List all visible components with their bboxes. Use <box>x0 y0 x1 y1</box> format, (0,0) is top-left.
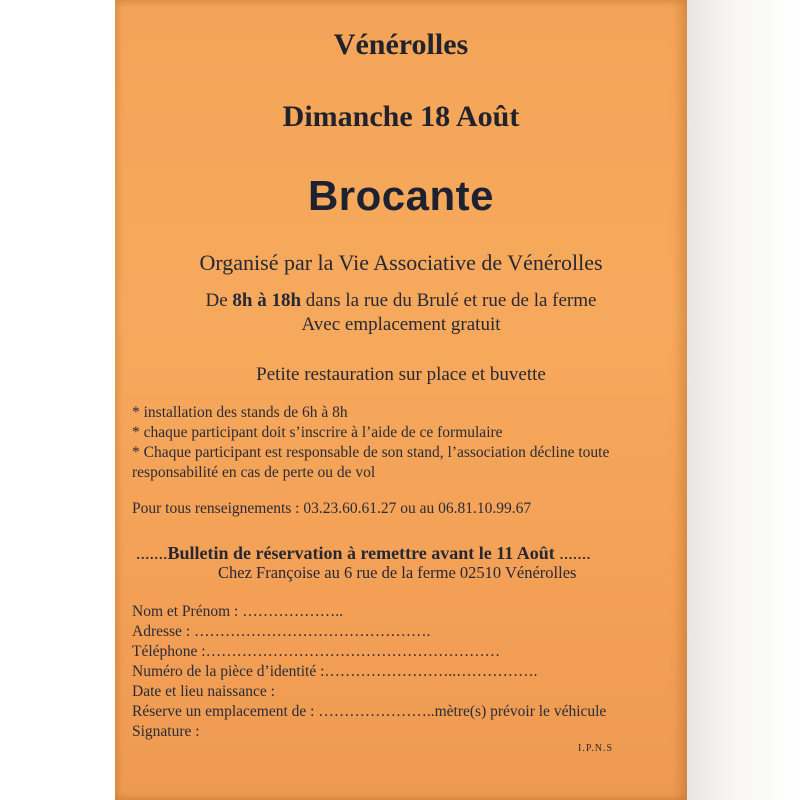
bulletin-dots-right: ....... <box>554 543 591 563</box>
field-signature: Signature : <box>132 723 200 740</box>
address-line: Chez Françoise au 6 rue de la ferme 02510 Vénérolles <box>218 563 577 582</box>
bulletin-dots-left: ....... <box>136 543 168 563</box>
hours-suffix: dans la rue du Brulé et rue de la ferme <box>301 290 597 311</box>
bulletin-title: Bulletin de réservation à remettre avant le 11 Août <box>167 543 555 563</box>
hours-line <box>115 290 687 312</box>
bulletin-line <box>136 543 591 564</box>
field-id-number: Numéro de la pièce d’identité :……………………..……………. <box>132 663 538 680</box>
note-responsibility: * Chaque participant est responsable de son stand, l’association décline toute <box>132 444 610 461</box>
field-birth: Date et lieu naissance : <box>132 683 275 700</box>
field-name: Nom et Prénom : ……………….. <box>132 603 343 620</box>
contact-line: Pour tous renseignements : 03.23.60.61.27 ou au 06.81.10.99.67 <box>132 500 532 517</box>
town-title: Vénérolles <box>333 28 469 61</box>
note-registration: * chaque participant doit s’inscrire à l’aide de ce formulaire <box>132 424 503 441</box>
field-address: Adresse : ………………………………………. <box>132 623 431 640</box>
food-line: Petite restauration sur place et buvette <box>256 364 546 385</box>
note-responsibility-cont: responsabilité en cas de perte ou de vol <box>132 464 376 481</box>
event-date: Dimanche 18 Août <box>282 100 520 133</box>
field-reservation: Réserve un emplacement de : …………………..mètre(s) prévoir le véhicule <box>132 703 607 720</box>
event-name: Brocante <box>307 172 495 219</box>
free-spot-line: Avec emplacement gratuit <box>301 314 501 335</box>
footer-ipns: I.P.N.S <box>578 743 614 754</box>
hours-prefix: De <box>205 290 233 311</box>
hours-time: 8h à 18h <box>232 290 302 311</box>
note-stands: * installation des stands de 6h à 8h <box>132 404 348 421</box>
background-right <box>687 0 800 800</box>
organizer-line: Organisé par la Vie Associative de Vénérolles <box>199 250 603 275</box>
background-left <box>0 0 115 800</box>
field-phone: Téléphone :………………………………………………… <box>132 643 501 660</box>
